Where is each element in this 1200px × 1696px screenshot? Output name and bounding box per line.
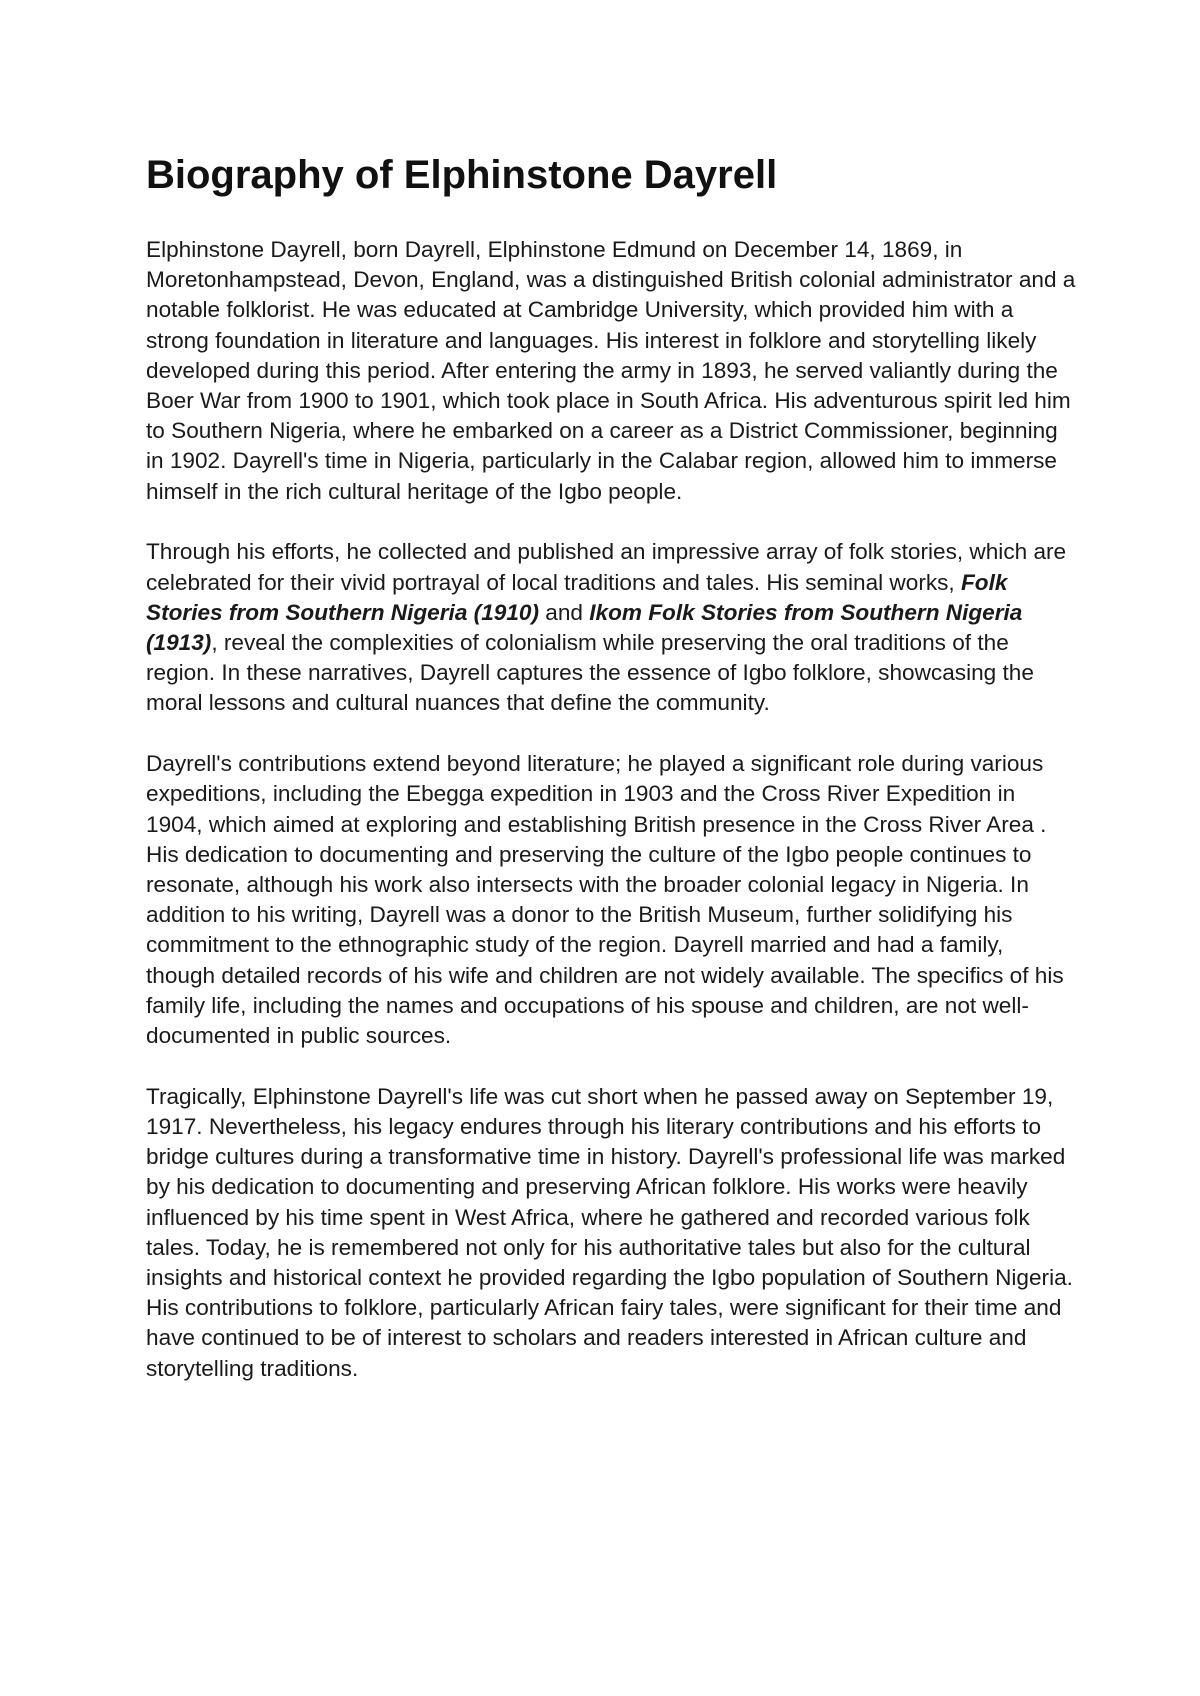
paragraph-publications-connector: and (538, 599, 590, 625)
work-title-ikom-folk-stories: Ikom Folk Stories from Southern Nigeria (1913) (146, 599, 1023, 656)
paragraph-expeditions: Dayrell's contributions extend beyond literature; he played a significant role during various expeditions, including the Ebegga expedition in 1903 and the Cross River Expedition in 1904, which aimed at exploring and establishing British presence in the Cross River Area . His dedication to documenting and preserving the culture of the Igbo people continues to resonate, although his work also intersects with the broader colonial legacy in Nigeria. In addition to his writing, Dayrell was a donor to the British Museum, further solidifying his commitment to the ethnographic study of the region. Dayrell married and had a family, though detailed records of his wife and children are not widely available. The specifics of his family life, including the names and occupations of his spouse and children, are not well-documented in public sources. (146, 751, 1064, 1049)
paragraph-legacy: Tragically, Elphinstone Dayrell's life was cut short when he passed away on September 19, 1917. Nevertheless, his legacy endures through his literary contributions and his efforts to bridge cultures during a transformative time in history. Dayrell's professional life was marked by his dedication to documenting and preserving African folklore. His works were heavily influenced by his time spent in West Africa, where he gathered and recorded various folk tales. Today, he is remembered not only for his authoritative tales but also for the cultural insights and historical context he provided regarding the Igbo population of Southern Nigeria. His contributions to folklore, particularly African fairy tales, were significant for their time and have continued to be of interest to scholars and readers interested in African culture and storytelling traditions. (146, 1083, 1073, 1381)
paragraph-publications-outro: , reveal the complexities of colonialism while preserving the oral traditions of the region. In these narratives, Dayrell captures the essence of Igbo folklore, showcasing the moral lessons and cultural nuances that define the community. (146, 630, 1034, 716)
document-page (146, 140, 1076, 1414)
work-title-folk-stories: Folk Stories from Southern Nigeria (1910) (146, 569, 1008, 625)
page-title: Biography of Elphinstone Dayrell (146, 153, 778, 197)
paragraph-publications (146, 537, 1076, 718)
paragraph-early-life: Elphinstone Dayrell, born Dayrell, Elphinstone Edmund on December 14, 1869, in Moretonhampstead, Devon, England, was a distinguished British colonial administrator and a notable folklorist. He was educated at Cambridge University, which provided him with a strong foundation in literature and languages. His interest in folklore and storytelling likely developed during this period. After entering the army in 1893, he served valiantly during the Boer War from 1900 to 1901, which took place in South Africa. His adventurous spirit led him to Southern Nigeria, where he embarked on a career as a District Commissioner, beginning in 1902. Dayrell's time in Nigeria, particularly in the Calabar region, allowed him to immerse himself in the rich cultural heritage of the Igbo people. (146, 237, 1076, 504)
paragraph-publications-intro: Through his efforts, he collected and published an impressive array of folk stories, which are celebrated for their vivid portrayal of local traditions and tales. His seminal works, (146, 539, 1067, 595)
